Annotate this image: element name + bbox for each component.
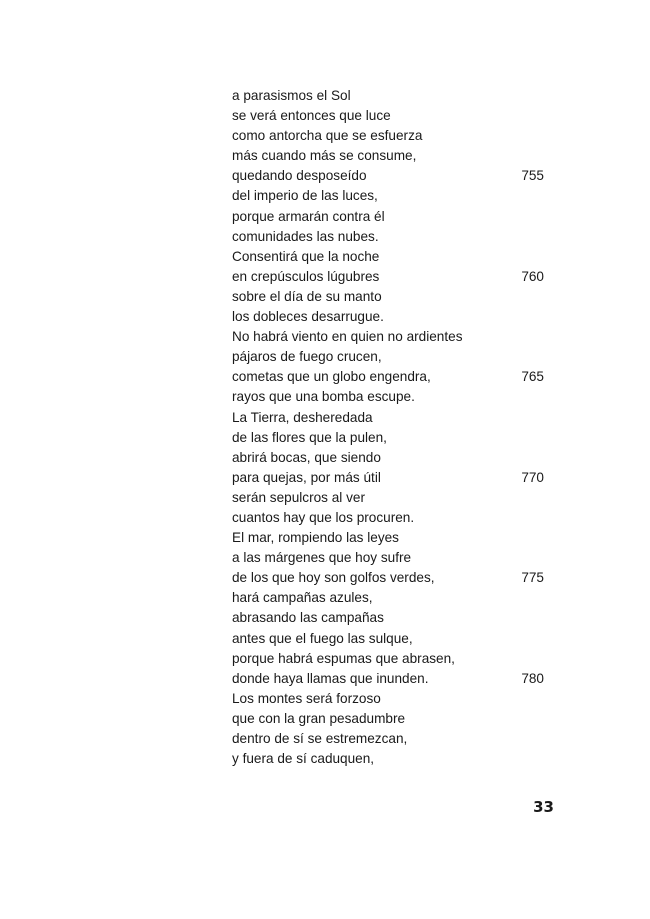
verse-text: serán sepulcros al ver <box>232 489 365 505</box>
verse-line <box>232 126 544 146</box>
verse-line <box>232 729 544 749</box>
verse-number: 770 <box>521 469 544 485</box>
verse-line <box>232 106 544 126</box>
verse-text: y fuera de sí caduquen, <box>232 751 375 767</box>
verse-text: se verá entonces que luce <box>232 108 391 124</box>
verse-line <box>232 428 544 448</box>
poem-text <box>232 86 544 769</box>
verse-text: de los que hoy son golfos verdes, <box>232 570 435 586</box>
verse-text: de las flores que la pulen, <box>232 429 387 445</box>
verse-text: porque armarán contra él <box>232 208 385 224</box>
verse-line <box>232 247 544 267</box>
verse-line <box>232 287 544 307</box>
verse-line <box>232 508 544 528</box>
verse-text: a las márgenes que hoy sufre <box>232 550 412 566</box>
verse-line <box>232 488 544 508</box>
verse-text: sobre el día de su manto <box>232 288 382 304</box>
verse-text: donde haya llamas que inunden. <box>232 670 429 686</box>
verse-line <box>232 166 544 186</box>
verse-text: No habrá viento en quien no ardientes <box>232 329 463 345</box>
verse-line <box>232 629 544 649</box>
verse-number: 755 <box>521 168 544 184</box>
verse-text: los dobleces desarrugue. <box>232 309 384 325</box>
page-number: 33 <box>533 798 554 816</box>
verse-line <box>232 367 544 387</box>
verse-text: El mar, rompiendo las leyes <box>232 530 399 546</box>
verse-line <box>232 669 544 689</box>
verse-line <box>232 387 544 407</box>
verse-text: como antorcha que se esfuerza <box>232 128 423 144</box>
verse-text: porque habrá espumas que abrasen, <box>232 650 455 666</box>
verse-line <box>232 588 544 608</box>
verse-line <box>232 86 544 106</box>
verse-line <box>232 307 544 327</box>
verse-text: cometas que un globo engendra, <box>232 369 431 385</box>
verse-line <box>232 207 544 227</box>
verse-text: rayos que una bomba escupe. <box>232 389 415 405</box>
verse-line <box>232 146 544 166</box>
verse-text: en crepúsculos lúgubres <box>232 268 380 284</box>
verse-line <box>232 709 544 729</box>
verse-line <box>232 347 544 367</box>
verse-number: 780 <box>521 670 544 686</box>
verse-line <box>232 408 544 428</box>
verse-text: hará campañas azules, <box>232 590 373 606</box>
verse-number: 775 <box>521 570 544 586</box>
verse-text: del imperio de las luces, <box>232 188 378 204</box>
verse-text: Consentirá que la noche <box>232 248 380 264</box>
verse-text: comunidades las nubes. <box>232 228 379 244</box>
verse-line <box>232 227 544 247</box>
verse-text: para quejas, por más útil <box>232 469 381 485</box>
verse-number: 765 <box>521 369 544 385</box>
verse-text: que con la gran pesadumbre <box>232 710 406 726</box>
verse-line <box>232 327 544 347</box>
verse-text: La Tierra, desheredada <box>232 409 373 425</box>
verse-text: pájaros de fuego crucen, <box>232 349 382 365</box>
verse-text: dentro de sí se estremezcan, <box>232 731 408 746</box>
verse-text: Los montes será forzoso <box>232 690 381 706</box>
verse-text: cuantos hay que los procuren. <box>232 509 415 525</box>
verse-line <box>232 649 544 669</box>
verse-line <box>232 608 544 628</box>
verse-text: a parasismos el Sol <box>232 88 351 103</box>
verse-line <box>232 568 544 588</box>
verse-line <box>232 186 544 206</box>
verse-line <box>232 749 544 769</box>
verse-line <box>232 548 544 568</box>
verse-number: 760 <box>521 268 544 284</box>
verse-text: abrirá bocas, que siendo <box>232 449 381 465</box>
verse-text: abrasando las campañas <box>232 610 384 626</box>
verse-line <box>232 468 544 488</box>
verse-line <box>232 267 544 287</box>
verse-text: más cuando más se consume, <box>232 148 417 164</box>
verse-text: antes que el fuego las sulque, <box>232 630 413 646</box>
verse-text: quedando desposeído <box>232 168 367 184</box>
verse-line <box>232 528 544 548</box>
verse-line <box>232 689 544 709</box>
verse-line <box>232 448 544 468</box>
